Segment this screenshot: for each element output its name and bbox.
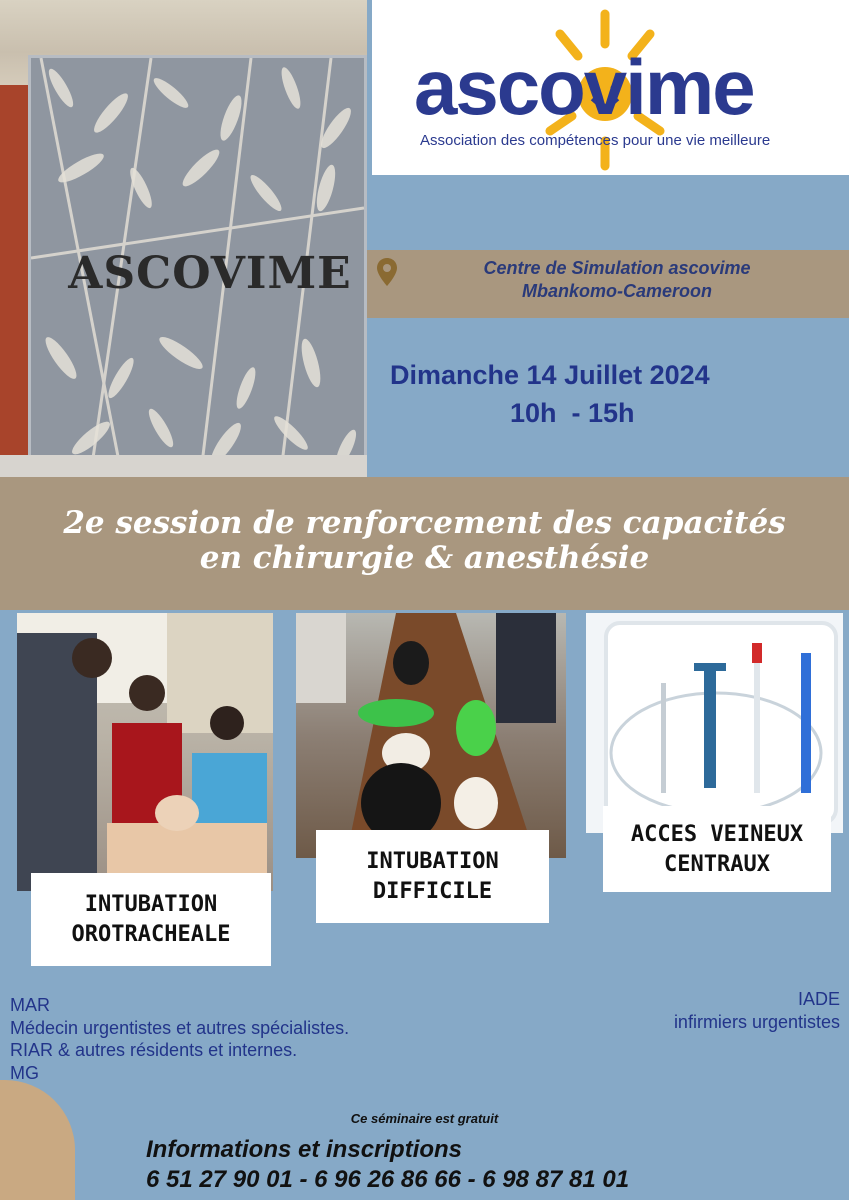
map-pin-icon <box>377 258 397 286</box>
workshop-caption-orotracheal <box>31 873 271 966</box>
location-band <box>367 250 849 318</box>
logo <box>372 0 849 175</box>
photo-intubation-training <box>17 613 273 891</box>
phone-numbers: 6 51 27 90 01 - 6 96 26 86 66 - 6 98 87 81 01 <box>146 1166 630 1193</box>
gate-photo <box>0 0 367 485</box>
audience-item: Médecin urgentistes et autres spécialistes. <box>10 1017 350 1038</box>
free-note: Ce séminaire est gratuit <box>350 1111 499 1126</box>
event-title-line-2: en chirurgie & anesthésie <box>199 540 650 576</box>
training-scene <box>17 613 273 891</box>
audience-item: MAR <box>10 995 50 1015</box>
audience-item: RIAR & autres résidents et internes. <box>10 1040 298 1060</box>
photo-central-venous-catheter <box>586 613 843 833</box>
audience-item: IADE <box>797 989 840 1009</box>
location-line-1: Centre de Simulation ascovime <box>483 258 751 278</box>
audience-nurses <box>600 988 840 1033</box>
gate-sign-text: ASCOVIME <box>68 248 352 299</box>
audience-doctors <box>10 994 349 1084</box>
caption-line: ACCES VEINEUX <box>630 822 804 847</box>
workshop-caption-difficult <box>316 830 549 923</box>
info-title: Informations et inscriptions <box>146 1136 463 1163</box>
title-band <box>0 477 849 610</box>
caption-line: DIFFICILE <box>372 879 493 904</box>
mannequin-table-scene <box>296 613 566 858</box>
audience-item: MG <box>10 1062 39 1083</box>
caption-line: CENTRAUX <box>664 852 770 877</box>
event-time: 10h - 15h <box>510 398 635 428</box>
workshop-caption-venous <box>603 806 831 892</box>
event-date: Dimanche 14 Juillet 2024 <box>390 360 710 390</box>
gate-post <box>0 85 28 485</box>
catheter-kit-scene <box>586 613 843 833</box>
audience-item: infirmiers urgentistes <box>673 1011 840 1032</box>
caption-line: OROTRACHEALE <box>71 922 231 947</box>
logo-wordmark: ascovime <box>414 43 754 131</box>
decorative-blob <box>0 1080 75 1200</box>
location-line-2: Mbankomo-Cameroon <box>521 281 712 301</box>
event-title-line-1: 2e session de renforcement des capacités <box>63 505 786 541</box>
caption-line: INTUBATION <box>84 892 218 917</box>
photo-difficult-intubation <box>296 613 566 858</box>
caption-line: INTUBATION <box>366 849 499 874</box>
logo-tagline: Association des compétences pour une vie meilleure <box>420 132 771 149</box>
